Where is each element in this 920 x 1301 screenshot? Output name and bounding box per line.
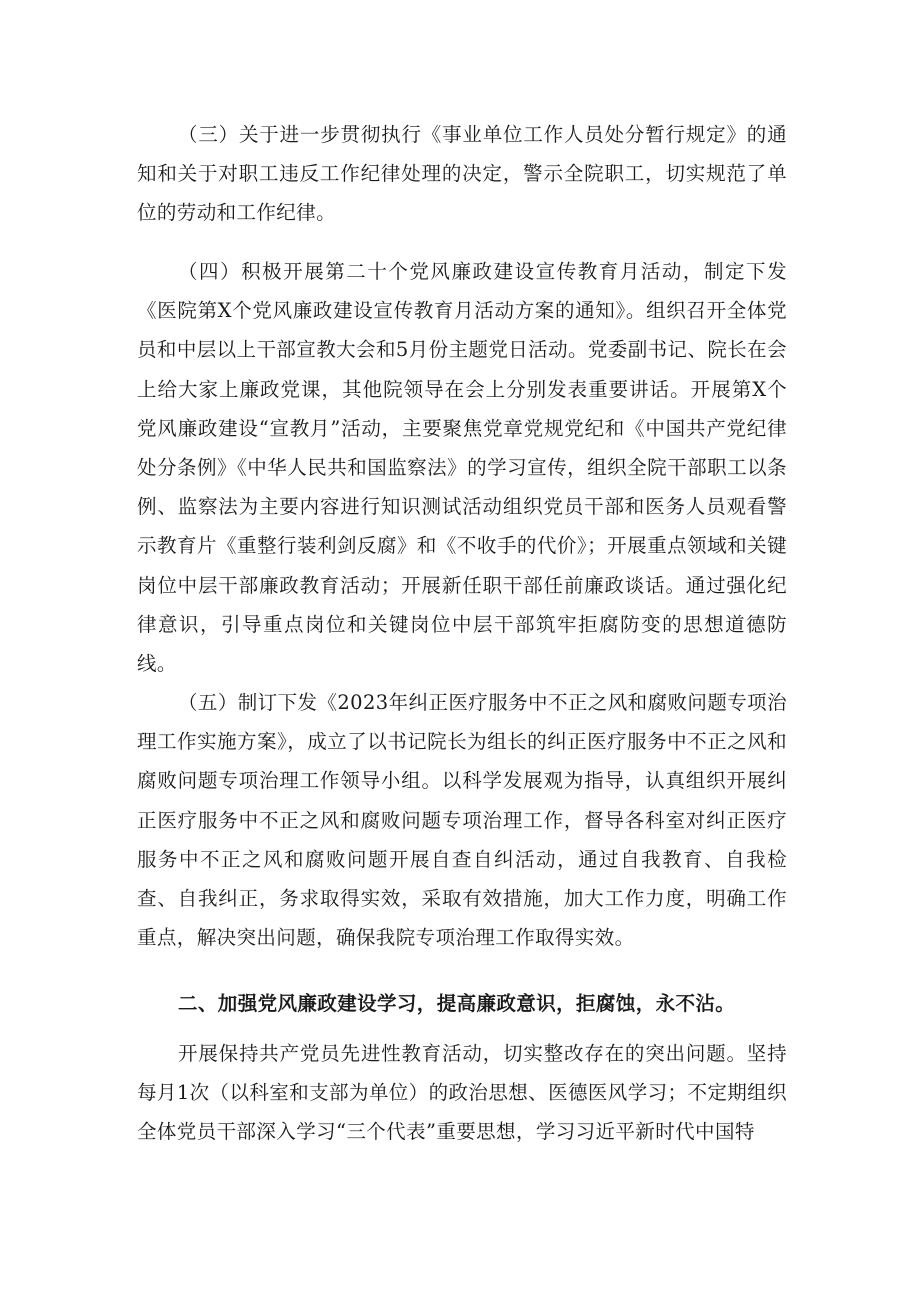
paragraph-section-3: （三）关于进一步贯彻执行《事业单位工作人员处分暂行规定》的通知和关于对职工违反工作纪律处理的决定，警示全院职工，切实规范了单位的劳动和工作纪律。 — [137, 123, 787, 225]
paragraph-section-6: 开展保持共产党员先进性教育活动，切实整改存在的突出问题。坚持每月1次（以科室和支部为单位）的政治思想、医德医风学习；不定期组织全体党员干部深入学习“三个代表”重要思想，学习习近平新时代中国特 — [137, 1042, 787, 1144]
paragraph-section-5: （五）制订下发《2023年纠正医疗服务中不正之风和腐败问题专项治理工作实施方案》，成立了以书记院长为组长的纠正医疗服务中不正之风和腐败问题专项治理工作领导小组。以科学发展观为指导，认真组织开展纠正医疗服务中不正之风和腐败问题专项治理工作，督导各科室对纠正医疗服务中不正之风和腐败问题开展自查自纠活动，通过自我教育、自我检查、自我纠正，务求取得实效，采取有效措施，加大工作力度，明确工作重点，解决突出问题，确保我院专项治理工作取得实效。 — [137, 691, 787, 950]
section-heading-2: 二、加强党风廉政建设学习，提高廉政意识，拒腐蚀，永不沾。 — [178, 992, 736, 1015]
paragraph-section-4: （四）积极开展第二十个党风廉政建设宣传教育月活动，制定下发《医院第X个党风廉政建设宣传教育月活动方案的通知》。组织召开全体党员和中层以上干部宣教大会和5月份主题党日活动。党委副书记、院长在会上给大家上廉政党课，其他院领导在会上分别发表重要讲话。开展第X个党风廉政建设“宣教月”活动，主要聚焦党章党规党纪和《中国共产党纪律处分条例》《中华人民共和国监察法》的学习宣传，组织全院干部职工以条例、监察法为主要内容进行知识测试活动组织党员干部和医务人员观看警示教育片《重整行装利剑反腐》和《不收手的代价》；开展重点领域和关键岗位中层干部廉政教育活动；开展新任职干部任前廉政谈话。通过强化纪律意识，引导重点岗位和关键岗位中层干部筑牢拒腐防变的思想道德防线。 — [137, 260, 787, 676]
